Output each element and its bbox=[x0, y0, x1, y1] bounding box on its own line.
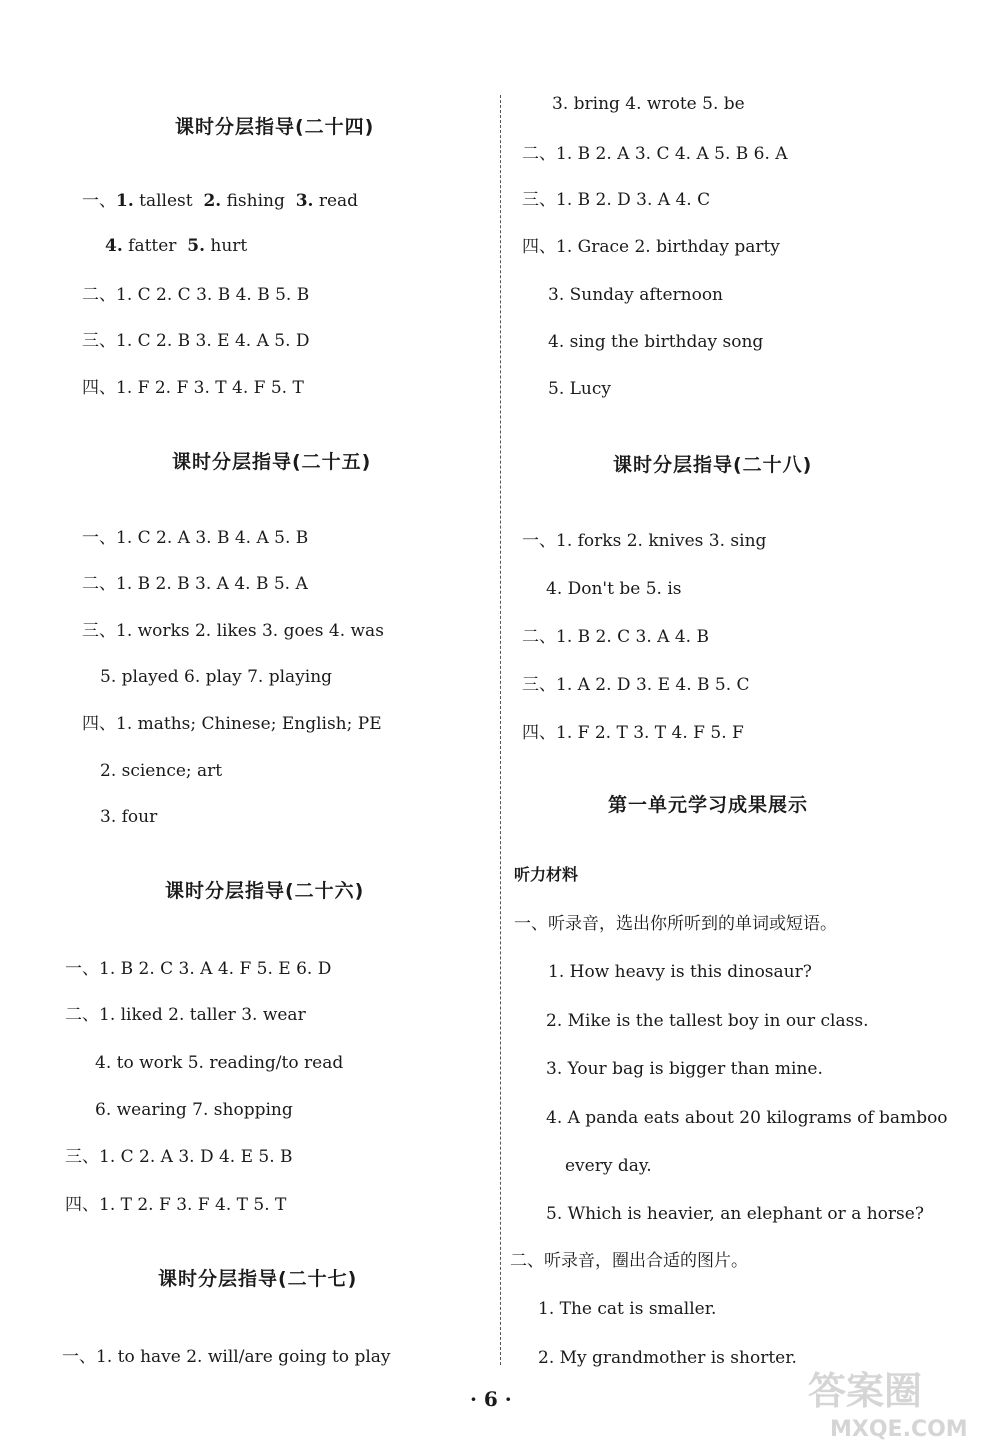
answer-line: 二、1. liked 2. taller 3. wear bbox=[65, 1005, 306, 1025]
section-title-25: 课时分层指导(二十五) bbox=[172, 451, 372, 473]
left-column bbox=[0, 0, 480, 1400]
answer-line: 三、1. A 2. D 3. E 4. B 5. C bbox=[522, 675, 750, 695]
answer-line: 三、1. B 2. D 3. A 4. C bbox=[522, 190, 711, 210]
answer-line: 4. Don't be 5. is bbox=[546, 579, 682, 599]
answer-line: 3. four bbox=[100, 807, 158, 827]
transcript-line: 2. My grandmother is shorter. bbox=[538, 1348, 797, 1368]
answer-line: 一、1. B 2. C 3. A 4. F 5. E 6. D bbox=[65, 959, 332, 979]
answer-line: 4. sing the birthday song bbox=[548, 332, 764, 352]
answer-line: 四、1. F 2. T 3. T 4. F 5. F bbox=[522, 723, 744, 743]
answer-line: 四、1. F 2. F 3. T 4. F 5. T bbox=[82, 378, 304, 398]
answer-line: 二、1. B 2. B 3. A 4. B 5. A bbox=[82, 574, 308, 594]
listening-material-heading: 听力材料 bbox=[514, 865, 579, 884]
unit-title: 第一单元学习成果展示 bbox=[608, 794, 809, 816]
transcript-line: 1. The cat is smaller. bbox=[538, 1299, 717, 1319]
answer-line: 5. played 6. play 7. playing bbox=[100, 667, 333, 687]
answer-line: 二、1. B 2. A 3. C 4. A 5. B 6. A bbox=[522, 144, 788, 164]
answer-line: 三、1. works 2. likes 3. goes 4. was bbox=[82, 621, 384, 641]
section-title-24: 课时分层指导(二十四) bbox=[175, 116, 375, 138]
answer-line: 三、1. C 2. A 3. D 4. E 5. B bbox=[65, 1147, 293, 1167]
answer-line: 4. to work 5. reading/to read bbox=[95, 1053, 344, 1073]
page-number: · 6 · bbox=[470, 1387, 512, 1411]
answer-line: 4. fatter 5. hurt bbox=[105, 236, 248, 256]
answer-line: 一、1. tallest 2. fishing 3. read bbox=[82, 191, 359, 211]
answer-line: 四、1. maths; Chinese; English; PE bbox=[82, 714, 382, 734]
answer-line: 5. Lucy bbox=[548, 379, 611, 399]
transcript-line: 1. How heavy is this dinosaur? bbox=[548, 962, 812, 982]
transcript-line: 2. Mike is the tallest boy in our class. bbox=[546, 1011, 869, 1031]
transcript-line: 4. A panda eats about 20 kilograms of bamboo bbox=[546, 1108, 948, 1128]
section-title-27: 课时分层指导(二十七) bbox=[158, 1268, 358, 1290]
section-title-26: 课时分层指导(二十六) bbox=[165, 880, 365, 902]
watermark-logo bbox=[800, 1362, 990, 1442]
answer-line: 四、1. T 2. F 3. F 4. T 5. T bbox=[65, 1195, 287, 1215]
answer-line: 二、1. C 2. C 3. B 4. B 5. B bbox=[82, 285, 310, 305]
answer-line: 三、1. C 2. B 3. E 4. A 5. D bbox=[82, 331, 310, 351]
transcript-line: 5. Which is heavier, an elephant or a horse? bbox=[546, 1204, 924, 1224]
svg-text:答案圈: 答案圈 bbox=[808, 1369, 923, 1413]
question-heading: 二、听录音，圈出合适的图片。 bbox=[510, 1251, 748, 1271]
answer-line: 一、1. C 2. A 3. B 4. A 5. B bbox=[82, 528, 309, 548]
right-column bbox=[500, 0, 980, 1400]
answer-line: 一、1. to have 2. will/are going to play bbox=[62, 1347, 391, 1367]
answer-line: 3. bring 4. wrote 5. be bbox=[552, 94, 745, 114]
transcript-line: every day. bbox=[565, 1156, 652, 1176]
answer-line: 二、1. B 2. C 3. A 4. B bbox=[522, 627, 709, 647]
svg-text:MXQE.COM: MXQE.COM bbox=[830, 1417, 968, 1442]
question-heading: 一、听录音，选出你所听到的单词或短语。 bbox=[514, 914, 837, 934]
section-title-28: 课时分层指导(二十八) bbox=[613, 454, 813, 476]
answer-line: 3. Sunday afternoon bbox=[548, 285, 724, 305]
answer-line: 2. science; art bbox=[100, 761, 223, 781]
answer-line: 6. wearing 7. shopping bbox=[95, 1100, 293, 1120]
answer-line: 一、1. forks 2. knives 3. sing bbox=[522, 531, 767, 551]
transcript-line: 3. Your bag is bigger than mine. bbox=[546, 1059, 823, 1079]
answer-line: 四、1. Grace 2. birthday party bbox=[522, 237, 780, 257]
